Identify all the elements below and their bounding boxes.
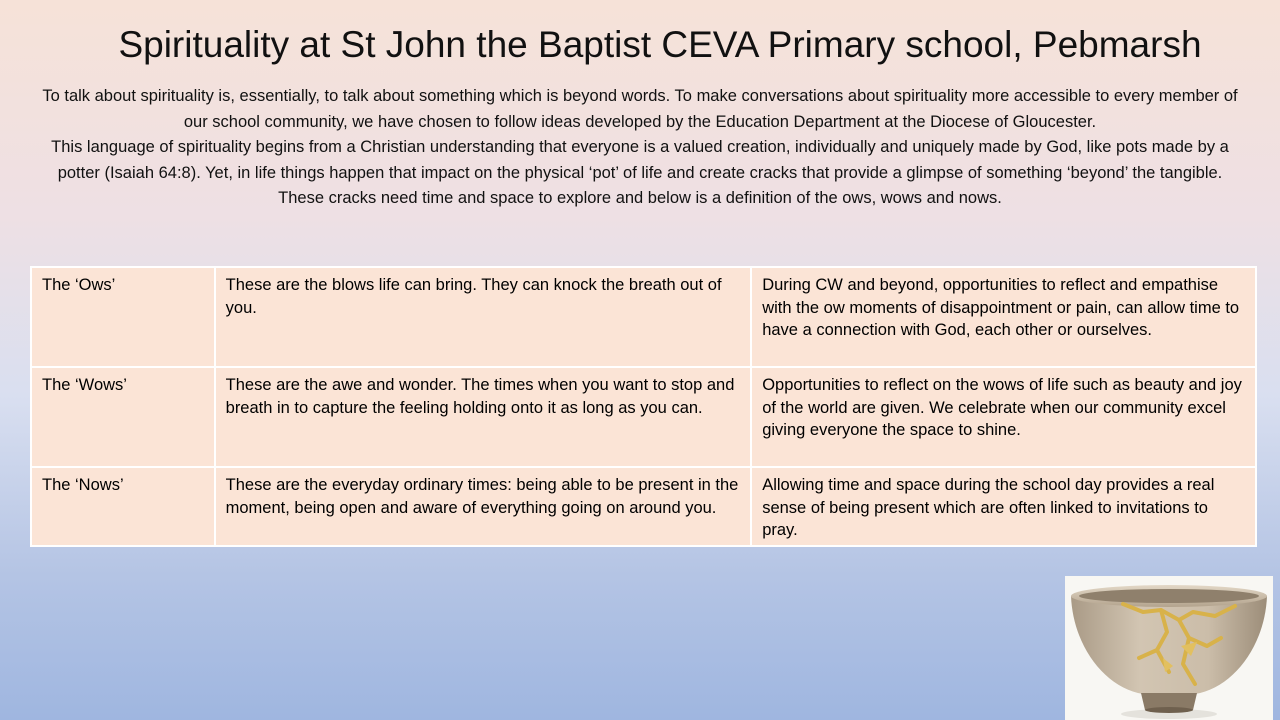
kintsugi-bowl-image (1065, 576, 1273, 720)
kintsugi-bowl-icon (1065, 576, 1273, 720)
practice-cell: Allowing time and space during the school day provides a real sense of being present which are often linked to invitations to pray. (751, 467, 1256, 546)
definition-cell: These are the blows life can bring. They can knock the breath out of you. (215, 267, 752, 367)
definition-cell: These are the awe and wonder. The times when you want to stop and breath in to capture the feeling holding onto it as long as you can. (215, 367, 752, 467)
intro-paragraph: To talk about spirituality is, essentially, to talk about something which is beyond words. To make conversations about spirituality more accessible to every member of our school community, we have chosen to follow ideas developed by the Education Department at the Diocese of Gloucester. (42, 87, 1238, 131)
intro-paragraph: This language of spirituality begins from a Christian understanding that everyone is a valued creation, individually and uniquely made by God, like pots made by a potter (Isaiah 64:8). Yet, in life things happen that impact on the physical ‘pot’ of life and create cracks that provide a glimpse of something ‘beyond’ the tangible. These cracks need time and space to explore and below is a definition of the ows, wows and nows. (51, 138, 1229, 207)
slide-title: Spirituality at St John the Baptist CEVA Primary school, Pebmarsh (118, 24, 1202, 65)
practice-cell: Opportunities to reflect on the wows of life such as beauty and joy of the world are given. We celebrate when our community excel giving everyone the space to shine. (751, 367, 1256, 467)
practice-cell: During CW and beyond, opportunities to reflect and empathise with the ow moments of disappointment or pain, can allow time to have a connection with God, each other or ourselves. (751, 267, 1256, 367)
table-row (31, 467, 1256, 546)
table-row (31, 367, 1256, 467)
ows-wows-nows-table (30, 266, 1257, 547)
table-row (31, 267, 1256, 367)
term-cell: The ‘Wows’ (31, 367, 215, 467)
intro-text (40, 84, 1240, 212)
definition-cell: These are the everyday ordinary times: being able to be present in the moment, being open and aware of everything going on around you. (215, 467, 752, 546)
term-cell: The ‘Ows’ (31, 267, 215, 367)
term-cell: The ‘Nows’ (31, 467, 215, 546)
